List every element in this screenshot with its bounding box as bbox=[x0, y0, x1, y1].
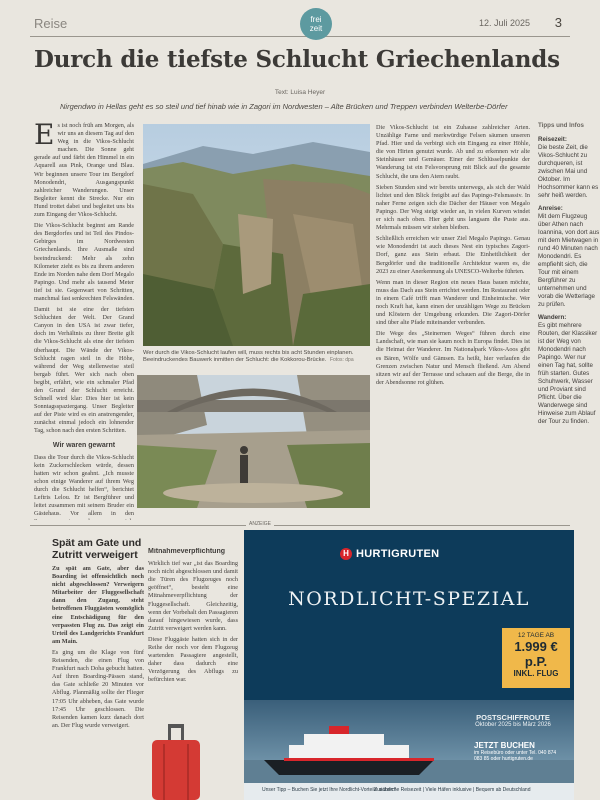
ad-brand: HURTIGRUTEN bbox=[356, 548, 440, 560]
drop-cap: E bbox=[34, 122, 55, 151]
info-text: Es gibt mehrere Routen, der Klassiker ist der Weg von Monodendri nach Papingo. Wer nur einen Tag hat, sollte früh starten. Gutes Schuhwerk, Wasser und Proviant sind Pflicht. Über die Wanderwege sind Hinweise zum Ablauf der Tour zu finden. bbox=[538, 322, 598, 425]
hurtigruten-ad[interactable] bbox=[244, 530, 574, 800]
info-heading: Anreise: bbox=[538, 205, 563, 212]
paragraph: Es ging um die Klage von fünf Reisenden, die einen Flug von Frankfurt nach Doha gebucht hatten. Auf ihren Boarding-Pässen stand, das Gate schließe 20 Minuten vor Abflug. Planmäßig sollte der Flieger 17:05 Uhr abheben, das Gate wurde 17:45 Uhr geschlossen. Die Reisenden kamen kurz danach dort an. Der Flug wurde verweigert. bbox=[52, 648, 144, 729]
logo-line1: frei bbox=[310, 15, 322, 24]
photo-caption-text: Wer durch die Vikos-Schlucht laufen will, muss rechts bis acht Stunden einplanen. Beeindruckendes Bauwerk inmitten der Schlucht: die Kokkorou-Brücke. bbox=[143, 350, 354, 364]
ad-booking[interactable] bbox=[474, 743, 564, 763]
price-extra: INKL. FLUG bbox=[513, 669, 559, 678]
suitcase-photo bbox=[146, 722, 206, 800]
gorge-photo bbox=[143, 124, 370, 346]
article-byline: Text: Luisa Heyer bbox=[274, 89, 326, 96]
paragraph: Die Wege des „Steinernen Weges“ führen durch eine Landschaft, wie man sie kaum noch in Europa findet. Dies ist die Heimat der Wanderer. Im Nationalpark Vikos-Aoos gibt es Bären, Wölfe und Gämsen. Es heißt, hier verlaufen die Grenzen zwischen Natur und Mensch fließend. Am Abend sitzen wir auf der Terrasse und schauen auf die Berge, die in der Abendsonne rot glühen. bbox=[376, 330, 530, 386]
info-heading: Reisezeit: bbox=[538, 136, 567, 143]
freizeit-logo bbox=[300, 8, 332, 40]
article-headline: Durch die tiefste Schlucht Griechenlands bbox=[34, 46, 560, 73]
paragraph: Zu spät am Gate, aber das Boarding ist offensichtlich noch nicht abgeschlossen? Verweigern Mitarbeiter der Fluggesellschaft dann den Zugang, steht betroffenen Fluggästen womöglich eine Entschädigung für den verpassten Flug zu. Das zeigt ein Urteil des Landgerichts Frankfurt am Main. bbox=[52, 565, 144, 645]
bridge-photo-art bbox=[137, 375, 370, 508]
price-value: 1.999 € p.P. bbox=[514, 639, 558, 669]
booking-contact: im Reisebüro oder unter Tel. 040 874 083 85 oder hurtigruten.de bbox=[474, 749, 557, 762]
page-number: 3 bbox=[554, 15, 562, 30]
ad-title: NORDLICHT-SPEZIAL bbox=[288, 588, 530, 610]
photo-caption bbox=[143, 350, 373, 365]
paragraph: Wenn man in dieser Region ein neues Haus bauen möchte, muss das Dach aus Stein errichtet werden. Im Restaurant oder in einem Café trifft man Wanderer und Einheimische. Wer noch Kraft hat, kann einen der unzähligen Wege zu Brücken und Klöstern der Umgebung erkunden. Die Zagori-Dörfer sind über alte Pfade miteinander verbunden. bbox=[376, 278, 530, 327]
info-heading: Wandern: bbox=[538, 314, 567, 321]
section-label: Reise bbox=[34, 16, 68, 31]
logo-line2: zeit bbox=[309, 24, 323, 33]
gorge-photo-art bbox=[143, 124, 370, 346]
info-title: Tipps und Infos bbox=[538, 122, 584, 129]
ad-route bbox=[454, 713, 572, 728]
paragraph: s ist noch früh am Morgen, als wir uns an diesem Tag auf den Weg in die Vikos-Schlucht machen. Die Sonne geht gerade auf und färbt den Himmel in ein Aquarell aus Pink, Orange und Blau. Wir beginnen unsere Tour im Bergdorf Monodendri, Ausgangspunkt zahlreicher Wanderungen. Unser Begleiter kennt die Strecke. Nur ein Hund trottet dabei und begleitet uns bis zum Eingang der Vikos-Schlucht. bbox=[34, 122, 134, 219]
photo-credit: Fotos: dpa bbox=[329, 357, 354, 364]
issue-date: 12. Juli 2025 bbox=[478, 18, 530, 28]
ad-label: ANZEIGE bbox=[246, 521, 274, 527]
news-headline: Spät am Gate und Zutritt verweigert bbox=[52, 537, 142, 561]
subheading: Mitnahmeverpflichtung bbox=[148, 548, 226, 555]
paragraph: Die Vikos-Schlucht beginnt am Rande des Bergdorfes und ist Teil des Pindos-Gebirges im Nordwesten Griechenlands. Ihre Ausmaße sind beeindruckend: Mehr als zehn Kilometer zieht es bis zu ihrem anderen Ende im Norden nahe dem Dorf Megalo Papingo. Und mehr als tausend Meter tief ist sie. Gegenwart von Schritten, manchmal fast senkrechten Felswänden. bbox=[34, 222, 134, 302]
ad-price-box bbox=[502, 628, 570, 688]
article-teaser: Nirgendwo in Hellas geht es so steil und tief hinab wie in Zagori im Nordwesten – Alte Brücken und Treppen verbinden Welterbe-Dörfer bbox=[60, 102, 508, 111]
subheading: Wir waren gewarnt bbox=[52, 441, 116, 449]
ad-tipp: Unser Tipp – Buchen Sie jetzt Ihre Nordlicht-Vorteile sichern! bbox=[262, 787, 397, 793]
paragraph: Die Vikos-Schlucht ist ein Zuhause zahlreicher Arten. Unzählige Farne und merkwürdige Felsen säumen unseren Pfad. Hier und da verbirgt sich ein Eingang zu einer Höhle, die von Hirten genutzt wurde. Ab und zu erkennen wir alte Steinhäuser und Gemäuer. Einer der Schlüsselpunkte der Wanderung ist ein Felsvorsprung mit Blick auf die gesamte Schlucht, die uns den Atem raubt. bbox=[376, 124, 530, 180]
news-column-1 bbox=[52, 565, 144, 800]
info-text: Mit dem Flugzeug über Athen nach Ioannina, von dort aus mit dem Mietwagen in rund 40 Minuten nach Monodendri. Es empfiehlt sich, die Tour mit einem Bergführer zu unternehmen und vorab die Wetterlage zu prüfen. bbox=[538, 213, 600, 308]
paragraph: Schließlich erreichen wir unser Ziel Megalo Papingo. Genau wie Monodendri ist auch dieses Nest ein typisches Zagori-Dorf, ganz aus Stein erbaut. Die Einheitlichkeit der Bergdörfer und die traditionelle Architektur waren es, die 2023 zu einer Anerkennung als UNESCO-Welterbe führten. bbox=[376, 235, 530, 275]
paragraph: Dass die Tour durch die Vikos-Schlucht kein Zuckerschlecken würde, dessen hatten wir schon geahnt. „Ich musste schon einige Wanderer auf ihrem Weg durch die Schlucht helfen“, berichtet Leftris Lelou. Er ist Bergführer und leitet zusammen mit seinem Bruder ein Gästehaus. Vor allem in den bbox=[34, 453, 134, 518]
paragraph: Wirklich tief war „ist das Boarding noch nicht abgeschlossen und damit die Türen des Flugzeuges noch geöffnet“, besteht eine Mitnahmeverpflichtung der Fluggesellschaft. Gleichzeitig, wenn der Vorbehalt den Passagieren darauf hingewiesen wurde, dass Zutritt verweigert werden kann. bbox=[148, 560, 238, 632]
suitcase-icon bbox=[146, 722, 206, 800]
paragraph: Diese Fluggäste hatten sich in der Reihe der noch vor dem Flugzeug wartenden Passagiere angestellt, daher dass dadurch eine Verzögerung des Abflugs zu befürchten war. bbox=[148, 635, 238, 684]
section-divider bbox=[30, 525, 570, 526]
article-column-3 bbox=[376, 124, 530, 519]
bridge-photo bbox=[137, 375, 370, 508]
info-text: Die beste Zeit, die Vikos-Schlucht zu durchqueren, ist zwischen Mai und Oktober. Im Hochsommer kann es sehr heiß werden. bbox=[538, 144, 599, 199]
hurtigruten-logo-icon: H bbox=[340, 548, 352, 560]
paragraph: Sieben Stunden sind wir bereits unterwegs, als sich der Wald lichtet und den Blick freigibt auf das Papingo-Felsmassiv. In naher Ferne zeigen sich die Dächer der Häuser von Megalo Papingo. Der Weg steigt wieder an, in vielen Kurven windet er sich nach oben. Hier geht uns langsam die Puste aus. Mehrmals müssen wir stehen bleiben. bbox=[376, 183, 530, 232]
paragraph: Damit ist sie eine der tiefsten Schluchten der Welt. Der Grand Canyon in den USA ist zwar tiefer, doch im Verhältnis zu ihrer Breite gilt die Vikos-Schlucht als eine der tiefsten überhaupt. Die Wände der Vikos-Schlucht ragen steil in die Höhe, während der Weg stellenweise steil bergab führt. Wer sich nach oben begibt, erfährt, wie ein schmaler Pfad den Grund der Schlucht erreicht. Schnell wird klar: Dies hier ist kein Sonntagsspaziergang. Unser Begleiter auf der Piste wird es ein anstrengender, zunächst einmal jedoch ein lohnender Tag, schon nach den ersten Schritten. bbox=[34, 306, 134, 435]
info-sidebar bbox=[538, 122, 600, 524]
route-dates: Oktober 2025 bis März 2026 bbox=[475, 722, 551, 728]
page-header bbox=[30, 10, 570, 37]
price-days: 12 TAGE AB bbox=[517, 632, 555, 639]
article-column-1 bbox=[34, 122, 134, 520]
ad-footer bbox=[244, 783, 574, 800]
book-now-label[interactable]: JETZT BUCHEN bbox=[474, 741, 535, 750]
route-title: POSTSCHIFFROUTE bbox=[476, 713, 550, 722]
ad-features: Zusätzliche Reisezeit | Viele Häfen inklusive | Bequem ab Deutschland bbox=[374, 787, 531, 793]
